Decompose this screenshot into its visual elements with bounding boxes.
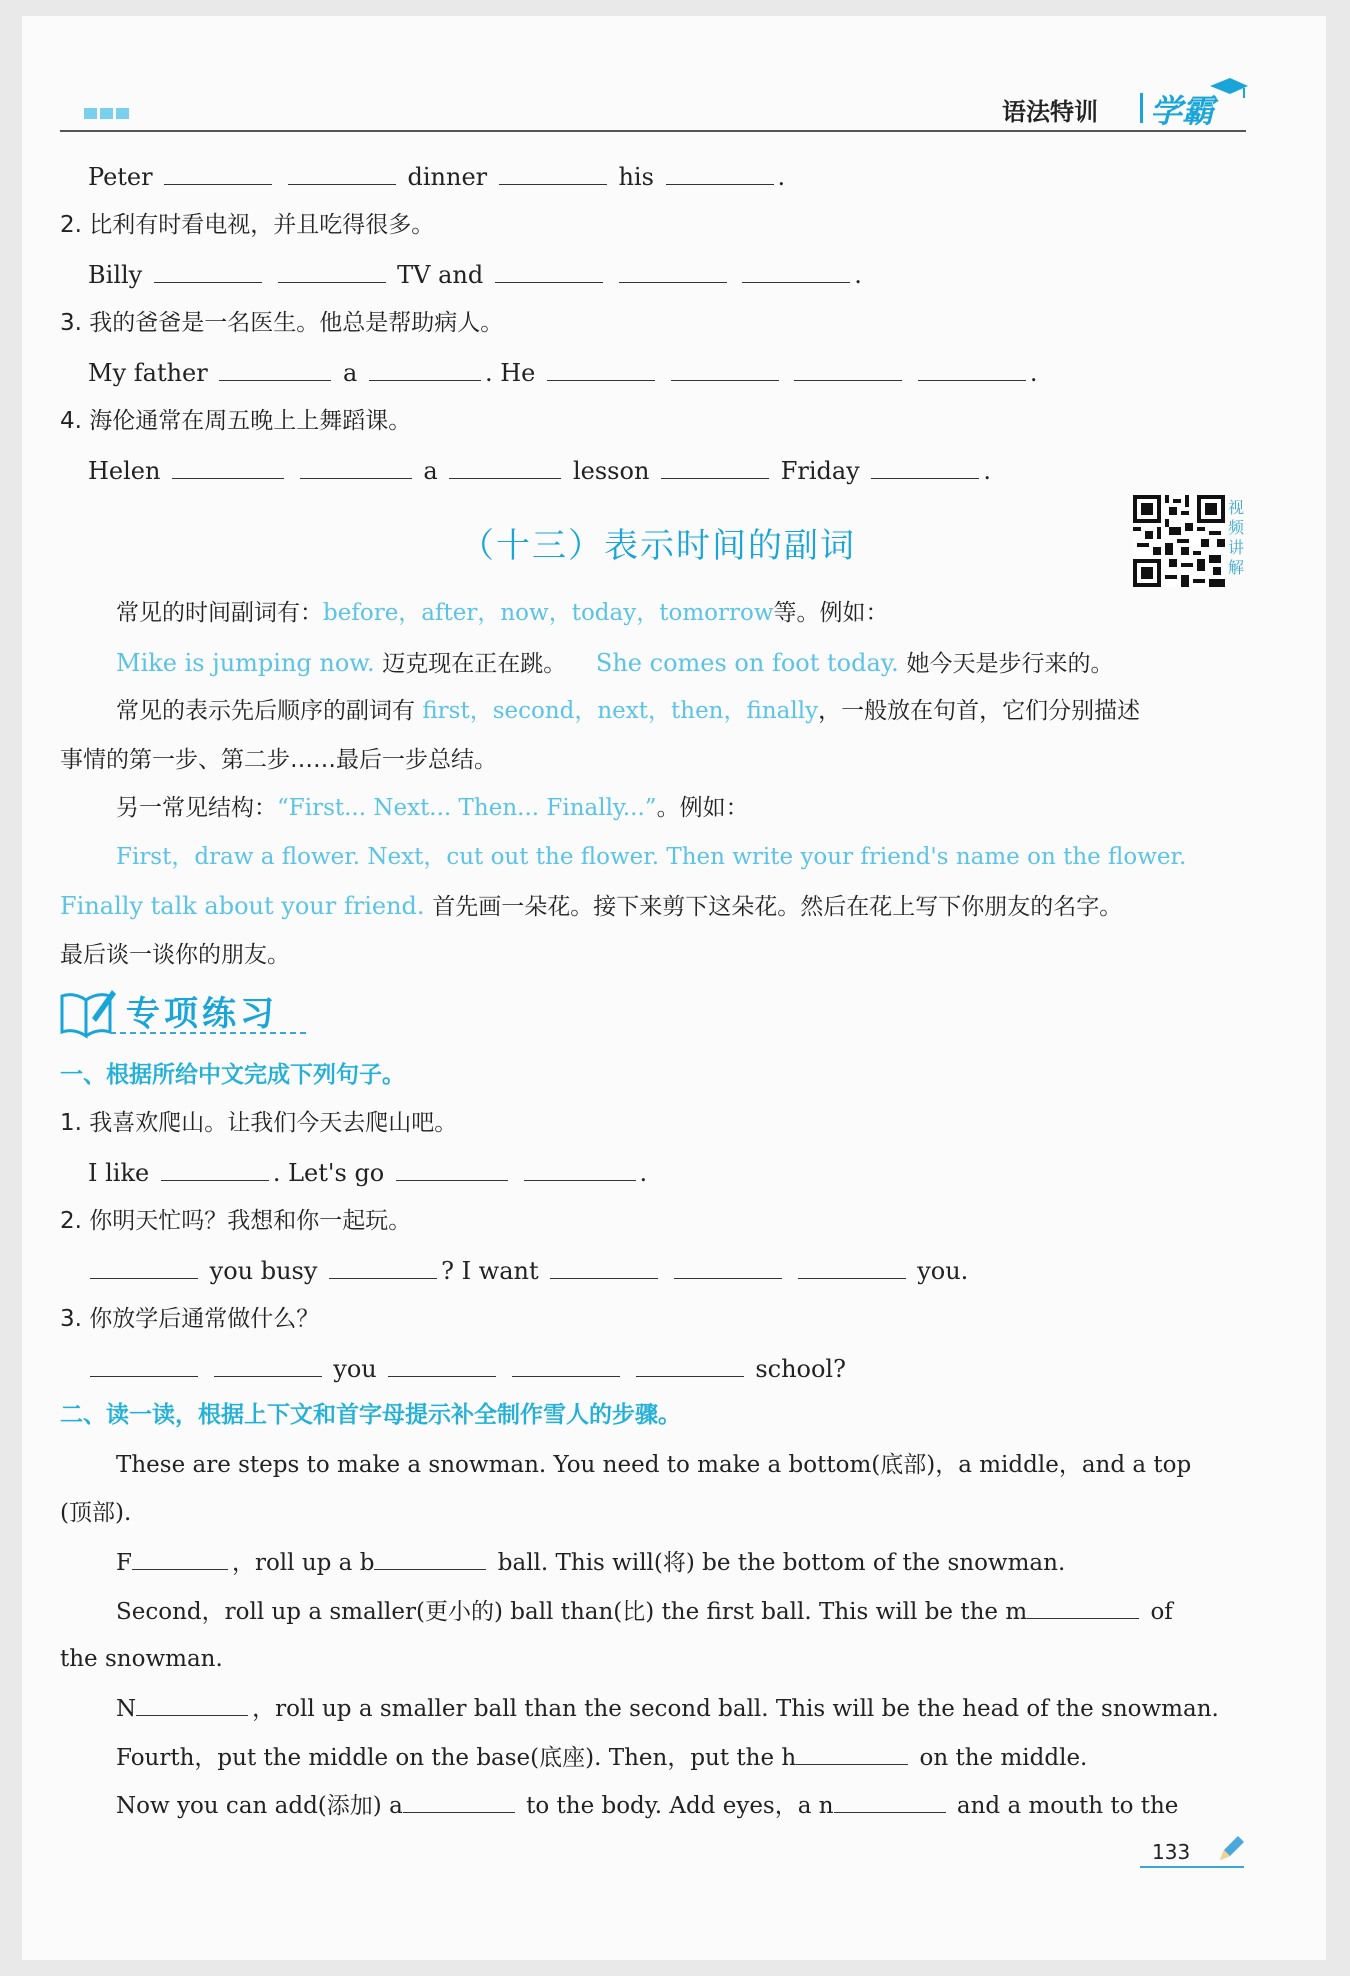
question-cn: 3. 你放学后通常做什么？	[60, 1306, 320, 1332]
blank[interactable]	[300, 456, 412, 479]
blank[interactable]	[374, 1547, 486, 1570]
passage-line: F ，roll up a b ball. This will(将) be the bottom of the snowman.	[116, 1547, 1065, 1578]
header-label: 语法特训	[1002, 98, 1098, 126]
blank[interactable]	[90, 1256, 198, 1279]
question-cn: 4. 海伦通常在周五晚上上舞蹈课。	[60, 408, 412, 434]
paragraph: 常见的表示先后顺序的副词有 first，second，next，then，finally，一般放在句首，它们分别描述	[116, 698, 1141, 724]
part-title: 二、读一读，根据上下文和首字母提示补全制作雪人的步骤。	[60, 1402, 681, 1428]
answer-line: you school?	[86, 1354, 846, 1384]
paragraph: 最后谈一谈你的朋友。	[60, 942, 290, 968]
blank[interactable]	[136, 1693, 248, 1716]
passage-line: Fourth，put the middle on the base(底座). Then，put the h on the middle.	[116, 1742, 1087, 1773]
blank[interactable]	[214, 1354, 322, 1377]
practice-title: 专项练习	[126, 994, 278, 1034]
answer-line: Helen a lesson Friday .	[88, 457, 991, 485]
question-cn: 1. 我喜欢爬山。让我们今天去爬山吧。	[60, 1110, 458, 1136]
paragraph: 另一常见结构：“First... Next... Then... Finally...”。例如：	[116, 795, 749, 821]
paragraph: 常见的时间副词有：before，after，now，today，tomorrow等。例如：	[116, 600, 889, 626]
practice-underline	[110, 1032, 306, 1034]
blank[interactable]	[547, 358, 655, 381]
blank[interactable]	[403, 1790, 515, 1813]
pencil-icon	[1216, 1834, 1246, 1864]
blank[interactable]	[154, 260, 262, 283]
footer-rule	[1140, 1866, 1244, 1868]
passage-line: N ，roll up a smaller ball than the second ball. This will be the head of the snowman.	[116, 1693, 1219, 1724]
qr-caption: 视频讲解	[1228, 498, 1245, 577]
blank[interactable]	[619, 260, 727, 283]
blank[interactable]	[524, 1158, 636, 1181]
header-divider	[1140, 93, 1143, 123]
blank[interactable]	[499, 162, 607, 185]
header-decoration	[84, 104, 132, 123]
qr-code-icon[interactable]	[1133, 495, 1225, 587]
blank[interactable]	[1027, 1596, 1139, 1619]
blank[interactable]	[918, 358, 1026, 381]
blank[interactable]	[550, 1256, 658, 1279]
blank[interactable]	[388, 1354, 496, 1377]
answer-line: I like . Let's go .	[88, 1159, 648, 1187]
blank[interactable]	[132, 1547, 228, 1570]
blank[interactable]	[288, 162, 396, 185]
notebook-pen-icon	[58, 984, 116, 1042]
question-cn: 2. 你明天忙吗？我想和你一起玩。	[60, 1208, 412, 1234]
blank[interactable]	[834, 1790, 946, 1813]
blank[interactable]	[172, 456, 284, 479]
blank[interactable]	[674, 1256, 782, 1279]
blank[interactable]	[666, 162, 774, 185]
blank[interactable]	[396, 1158, 508, 1181]
section-title: （十三）表示时间的副词	[460, 526, 856, 566]
answer-line: you busy ? I want you.	[86, 1256, 968, 1286]
graduation-cap-icon	[1206, 76, 1250, 100]
page-number: 133	[1152, 1840, 1191, 1864]
blank[interactable]	[449, 456, 561, 479]
answer-line: Peter dinner his .	[88, 163, 786, 191]
passage-line: the snowman.	[60, 1646, 223, 1672]
blank[interactable]	[161, 1158, 269, 1181]
blank[interactable]	[329, 1256, 437, 1279]
part-title: 一、根据所给中文完成下列句子。	[60, 1062, 405, 1088]
blank[interactable]	[164, 162, 272, 185]
passage-line: (顶部).	[60, 1500, 132, 1526]
blank[interactable]	[794, 358, 902, 381]
blank[interactable]	[671, 358, 779, 381]
paragraph: Mike is jumping now. 迈克现在正在跳。 She comes on foot today. 她今天是步行来的。	[116, 649, 1114, 677]
blank[interactable]	[796, 1742, 908, 1765]
passage-line: These are steps to make a snowman. You need to make a bottom(底部)，a middle，and a top	[116, 1452, 1192, 1478]
blank[interactable]	[278, 260, 386, 283]
blank[interactable]	[495, 260, 603, 283]
blank[interactable]	[636, 1354, 744, 1377]
passage-line: Now you can add(添加) a to the body. Add eyes，a n and a mouth to the	[116, 1790, 1178, 1821]
blank[interactable]	[661, 456, 769, 479]
example-sentence: First，draw a flower. Next，cut out the flower. Then write your friend's name on the flower.	[116, 844, 1187, 870]
answer-line: My father a . He .	[88, 359, 1038, 387]
blank[interactable]	[512, 1354, 620, 1377]
blank[interactable]	[798, 1256, 906, 1279]
question-cn: 3. 我的爸爸是一名医生。他总是帮助病人。	[60, 310, 504, 336]
passage-line: Second，roll up a smaller(更小的) ball than(比) the first ball. This will be the m of	[116, 1596, 1173, 1627]
answer-line: Billy TV and .	[88, 261, 862, 289]
paragraph: 事情的第一步、第二步……最后一步总结。	[60, 747, 497, 773]
blank[interactable]	[90, 1354, 198, 1377]
paragraph: Finally talk about your friend. 首先画一朵花。接下来剪下这朵花。然后在花上写下你朋友的名字。	[60, 892, 1123, 920]
header-brand: 学霸	[1150, 92, 1215, 130]
blank[interactable]	[871, 456, 979, 479]
blank[interactable]	[742, 260, 850, 283]
blank[interactable]	[219, 358, 331, 381]
question-cn: 2. 比利有时看电视，并且吃得很多。	[60, 212, 435, 238]
header-rule	[60, 130, 1246, 132]
blank[interactable]	[369, 358, 481, 381]
